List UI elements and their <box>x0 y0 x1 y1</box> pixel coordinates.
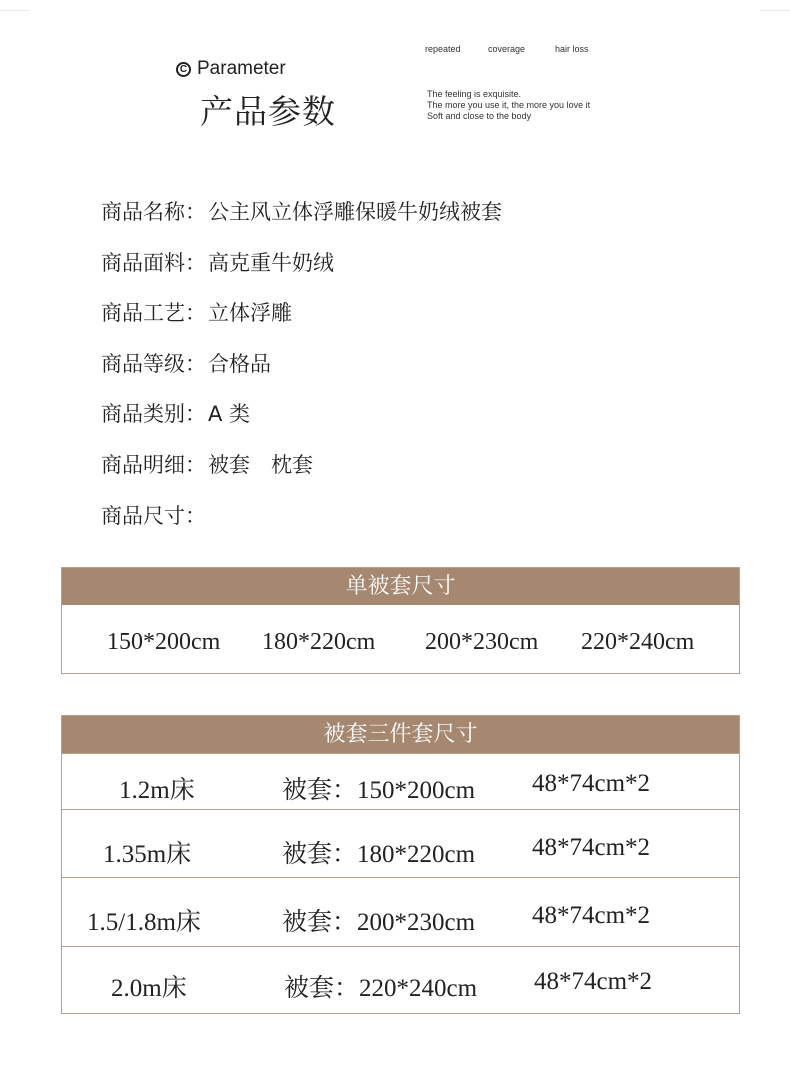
spec-value: 被套 枕套 <box>208 452 313 477</box>
bed-size-cell: 1.2m床 <box>119 777 195 804</box>
corner-line-left <box>0 0 30 11</box>
tag-coverage: coverage <box>488 44 526 54</box>
spec-label: 商品尺寸： <box>101 503 206 528</box>
cover-size-cell: 被套：150*200cm <box>282 777 476 804</box>
bed-size-cell: 1.5/1.8m床 <box>87 909 201 936</box>
spec-label: 商品工艺： <box>101 301 206 326</box>
pillow-size-cell: 48*74cm*2 <box>532 834 651 861</box>
pillow-size-cell: 48*74cm*2 <box>534 968 653 995</box>
three-piece-size-table <box>61 715 740 1014</box>
corner-line-right <box>760 0 790 11</box>
spec-label: 商品类别： <box>101 402 206 427</box>
page-title: 产品参数 <box>200 92 336 131</box>
pillow-size-cell: 48*74cm*2 <box>532 770 651 797</box>
spec-row-craft <box>101 297 502 348</box>
spec-row-fabric <box>101 247 502 298</box>
table-row <box>62 877 739 946</box>
bed-size-cell: 1.35m床 <box>103 841 192 868</box>
spec-label: 商品名称： <box>101 200 206 224</box>
parameter-heading <box>176 58 286 80</box>
size-cell: 180*220cm <box>262 629 376 655</box>
cover-size-cell: 被套：220*240cm <box>284 975 478 1002</box>
tag-repeated: repeated <box>425 44 461 54</box>
size-cell: 200*230cm <box>425 629 539 655</box>
copyright-icon: C <box>176 62 191 77</box>
spec-row-category <box>101 398 502 449</box>
spec-label: 商品明细： <box>101 452 206 477</box>
spec-list <box>101 196 502 550</box>
pillow-size-cell: 48*74cm*2 <box>532 902 651 929</box>
tagline <box>427 89 590 122</box>
three-piece-table-title: 被套三件套尺寸 <box>62 716 739 753</box>
spec-label: 商品等级： <box>101 351 206 376</box>
spec-value: 高克重牛奶绒 <box>208 250 334 275</box>
single-cover-size-table <box>61 567 740 674</box>
table-row <box>62 809 739 877</box>
tagline-line: The more you use it, the more you love it <box>427 100 591 110</box>
spec-row-size <box>101 500 502 551</box>
spec-value: 合格品 <box>208 351 271 376</box>
size-cell: 150*200cm <box>107 629 221 655</box>
single-cover-sizes-row <box>62 605 739 673</box>
spec-row-grade <box>101 348 502 399</box>
cover-size-cell: 被套：180*220cm <box>282 841 476 868</box>
size-cell: 220*240cm <box>581 629 695 655</box>
tag-hair-loss: hair loss <box>555 44 589 54</box>
spec-row-contents <box>101 449 502 500</box>
single-cover-table-title: 单被套尺寸 <box>62 568 739 605</box>
parameter-heading-text: Parameter <box>197 58 286 79</box>
cover-size-cell: 被套：200*230cm <box>282 909 476 936</box>
table-row <box>62 753 739 809</box>
spec-label: 商品面料： <box>101 250 206 275</box>
spec-value: 公主风立体浮雕保暖牛奶绒被套 <box>208 200 502 224</box>
tagline-line: Soft and close to the body <box>427 111 532 121</box>
spec-value: A 类 <box>208 402 251 427</box>
tagline-line: The feeling is exquisite. <box>427 89 522 99</box>
bed-size-cell: 2.0m床 <box>111 975 187 1002</box>
table-row <box>62 946 739 1013</box>
spec-value: 立体浮雕 <box>208 301 292 326</box>
spec-row-name <box>101 196 502 247</box>
